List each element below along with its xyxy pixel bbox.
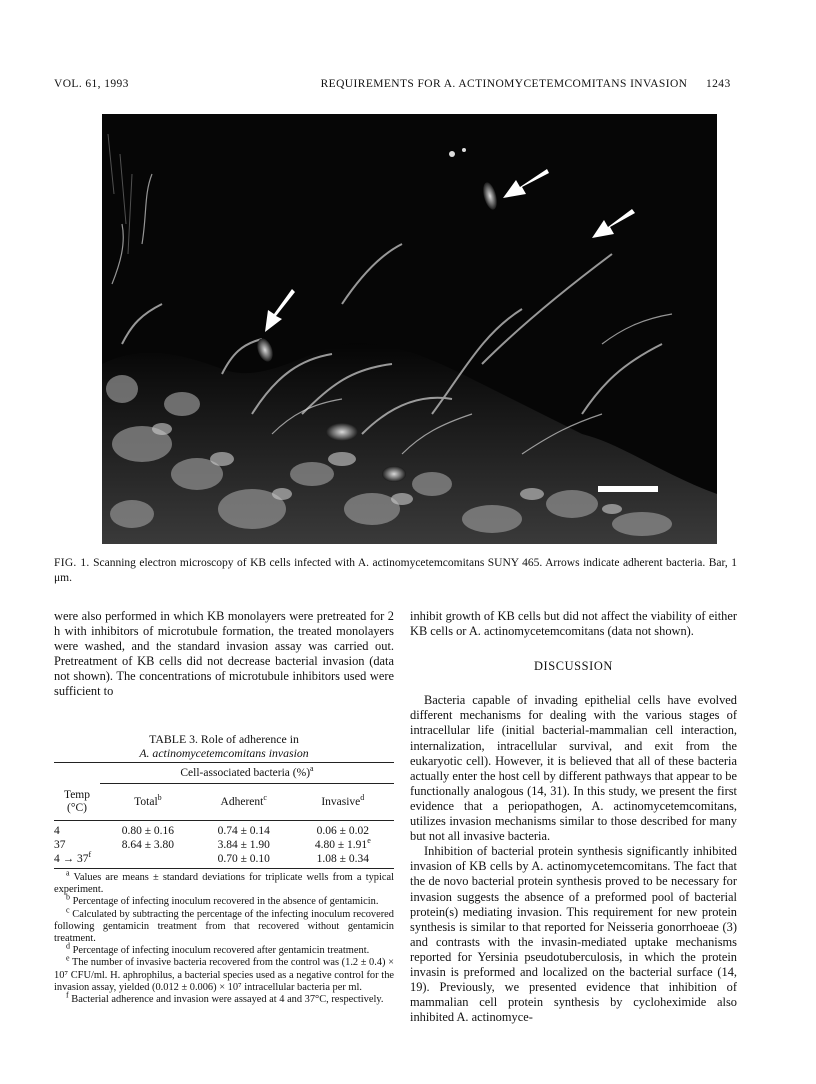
table-header-temp: Temp (°C): [63, 788, 91, 814]
table-footnote: $^f$ Bacterial adherence and invasion were assayed at 4 and 37°C, respectively.: [66, 990, 384, 1006]
table-row: 4 0.80 ± 0.16 0.74 ± 0.14 0.06 ± 0.02: [54, 825, 369, 837]
table-title-line2: A. actinomycetemcomitans invasion: [139, 746, 309, 760]
table-footnote: $^a$ Values are means ± standard deviations for triplicate wells from a typical experiment.: [54, 868, 394, 896]
table-header-total: Total$^b$: [134, 793, 162, 808]
left-column-paragraph: were also performed in which KB monolayers were pretreated for 2 h with inhibitors of microtubule formation, the treated monolayers were washed, and the standard invasion assay was carried out. Pretreatment of KB cells did not decrease bacterial invasion (data not shown). The concentrations of microtubule inhibitors used were sufficient to: [54, 609, 394, 699]
section-heading-discussion: DISCUSSION: [534, 659, 613, 674]
table-header-invasive: Invasive$^d$: [321, 793, 365, 808]
right-column-paragraph-1: inhibit growth of KB cells but did not affect the viability of either KB cells or A. actinomycetemcomitans (data not shown).: [410, 609, 737, 639]
right-column: [410, 609, 737, 1025]
figure-caption-text: Scanning electron microscopy of KB cells infected with A. actinomycetemcomitans SUNY 465. Arrows indicate adherent bacteria. Bar, 1 μm.: [54, 557, 737, 584]
table-footnote: $^d$ Percentage of infecting inoculum recovered after gentamicin treatment.: [66, 941, 370, 957]
right-column-paragraph-2: Bacteria capable of invading epithelial cells have evolved different mechanisms for dealing with the various stages of intracellular life (initial bacterial-mammalian cell interaction, internalization, intracellular survival, and exit from the eukaryotic cell). However, it is believed that all of these bacteria actually enter the host cell by different pathways that appear to be functionally analogous (14, 31). In this study, we present the first evidence that a periopathogen, A. actinomycetemcomitans, utilizes invasion mechanisms similar to those described for many but not all invasive bacteria.: [410, 693, 737, 844]
page-number: 1243: [706, 78, 731, 90]
table-spanner-header: Cell-associated bacteria (%)$^a$: [100, 763, 394, 784]
running-header-volume: VOL. 61, 1993: [54, 78, 129, 90]
table-title-line1: TABLE 3. Role of adherence in: [149, 732, 299, 746]
table-footnote: $^b$ Percentage of infecting inoculum recovered in the absence of gentamicin.: [66, 892, 379, 908]
figure-caption-label: FIG. 1.: [54, 557, 90, 569]
table-3: [54, 762, 394, 869]
table-footnote: $^c$ Calculated by subtracting the percentage of the infecting inoculum recovered following gentamicin treatment from that recovered without gentamicin treatment.: [54, 905, 394, 945]
table-row: 37 8.64 ± 3.80 3.84 ± 1.90 4.80 ± 1.91$^e$: [54, 836, 371, 851]
scale-bar: [598, 486, 658, 492]
table-title: [54, 732, 394, 760]
table-footnotes: [54, 868, 394, 1006]
table-header-adherent: Adherent$^c$: [220, 793, 267, 808]
running-header-title: REQUIREMENTS FOR A. ACTINOMYCETEMCOMITANS INVASION: [320, 78, 688, 90]
table-footnote: $^e$ The number of invasive bacteria recovered from the control was (1.2 ± 0.4) × 10⁷ CFU/ml. H. aphrophilus, a bacterial species used as a negative control for the invasion assay, yielded (0.012 ± 0.006) × 10⁷ intracellular bacteria per ml.: [54, 953, 394, 993]
right-column-paragraph-3: Inhibition of bacterial protein synthesis significantly inhibited invasion of KB cells by A. actinomycetemcomitans. The fact that the de novo bacterial protein synthesis proved to be necessary for invasion suggests the absence of a preformed pool of bacterial protein(s) mediating invasion. This requirement for new protein synthesis is similar to that reported for Neisseria gonorrhoeae (3) and contrasts with the invasin-mediated uptake mechanisms reported for Yersinia pseudotuberculosis, in which the protein invasin is preformed and localized on the bacterial surface (14, 19). Previously, we presented evidence that inhibition of mammalian cell protein synthesis by cycloheximide also inhibited A. actinomyce-: [410, 844, 737, 1025]
left-column: [54, 609, 394, 700]
sem-micrograph: [102, 114, 717, 544]
table-row: $4 \to 37^f$ 0.70 ± 0.10 1.08 ± 0.34: [54, 852, 394, 869]
figure-caption: [54, 556, 737, 586]
